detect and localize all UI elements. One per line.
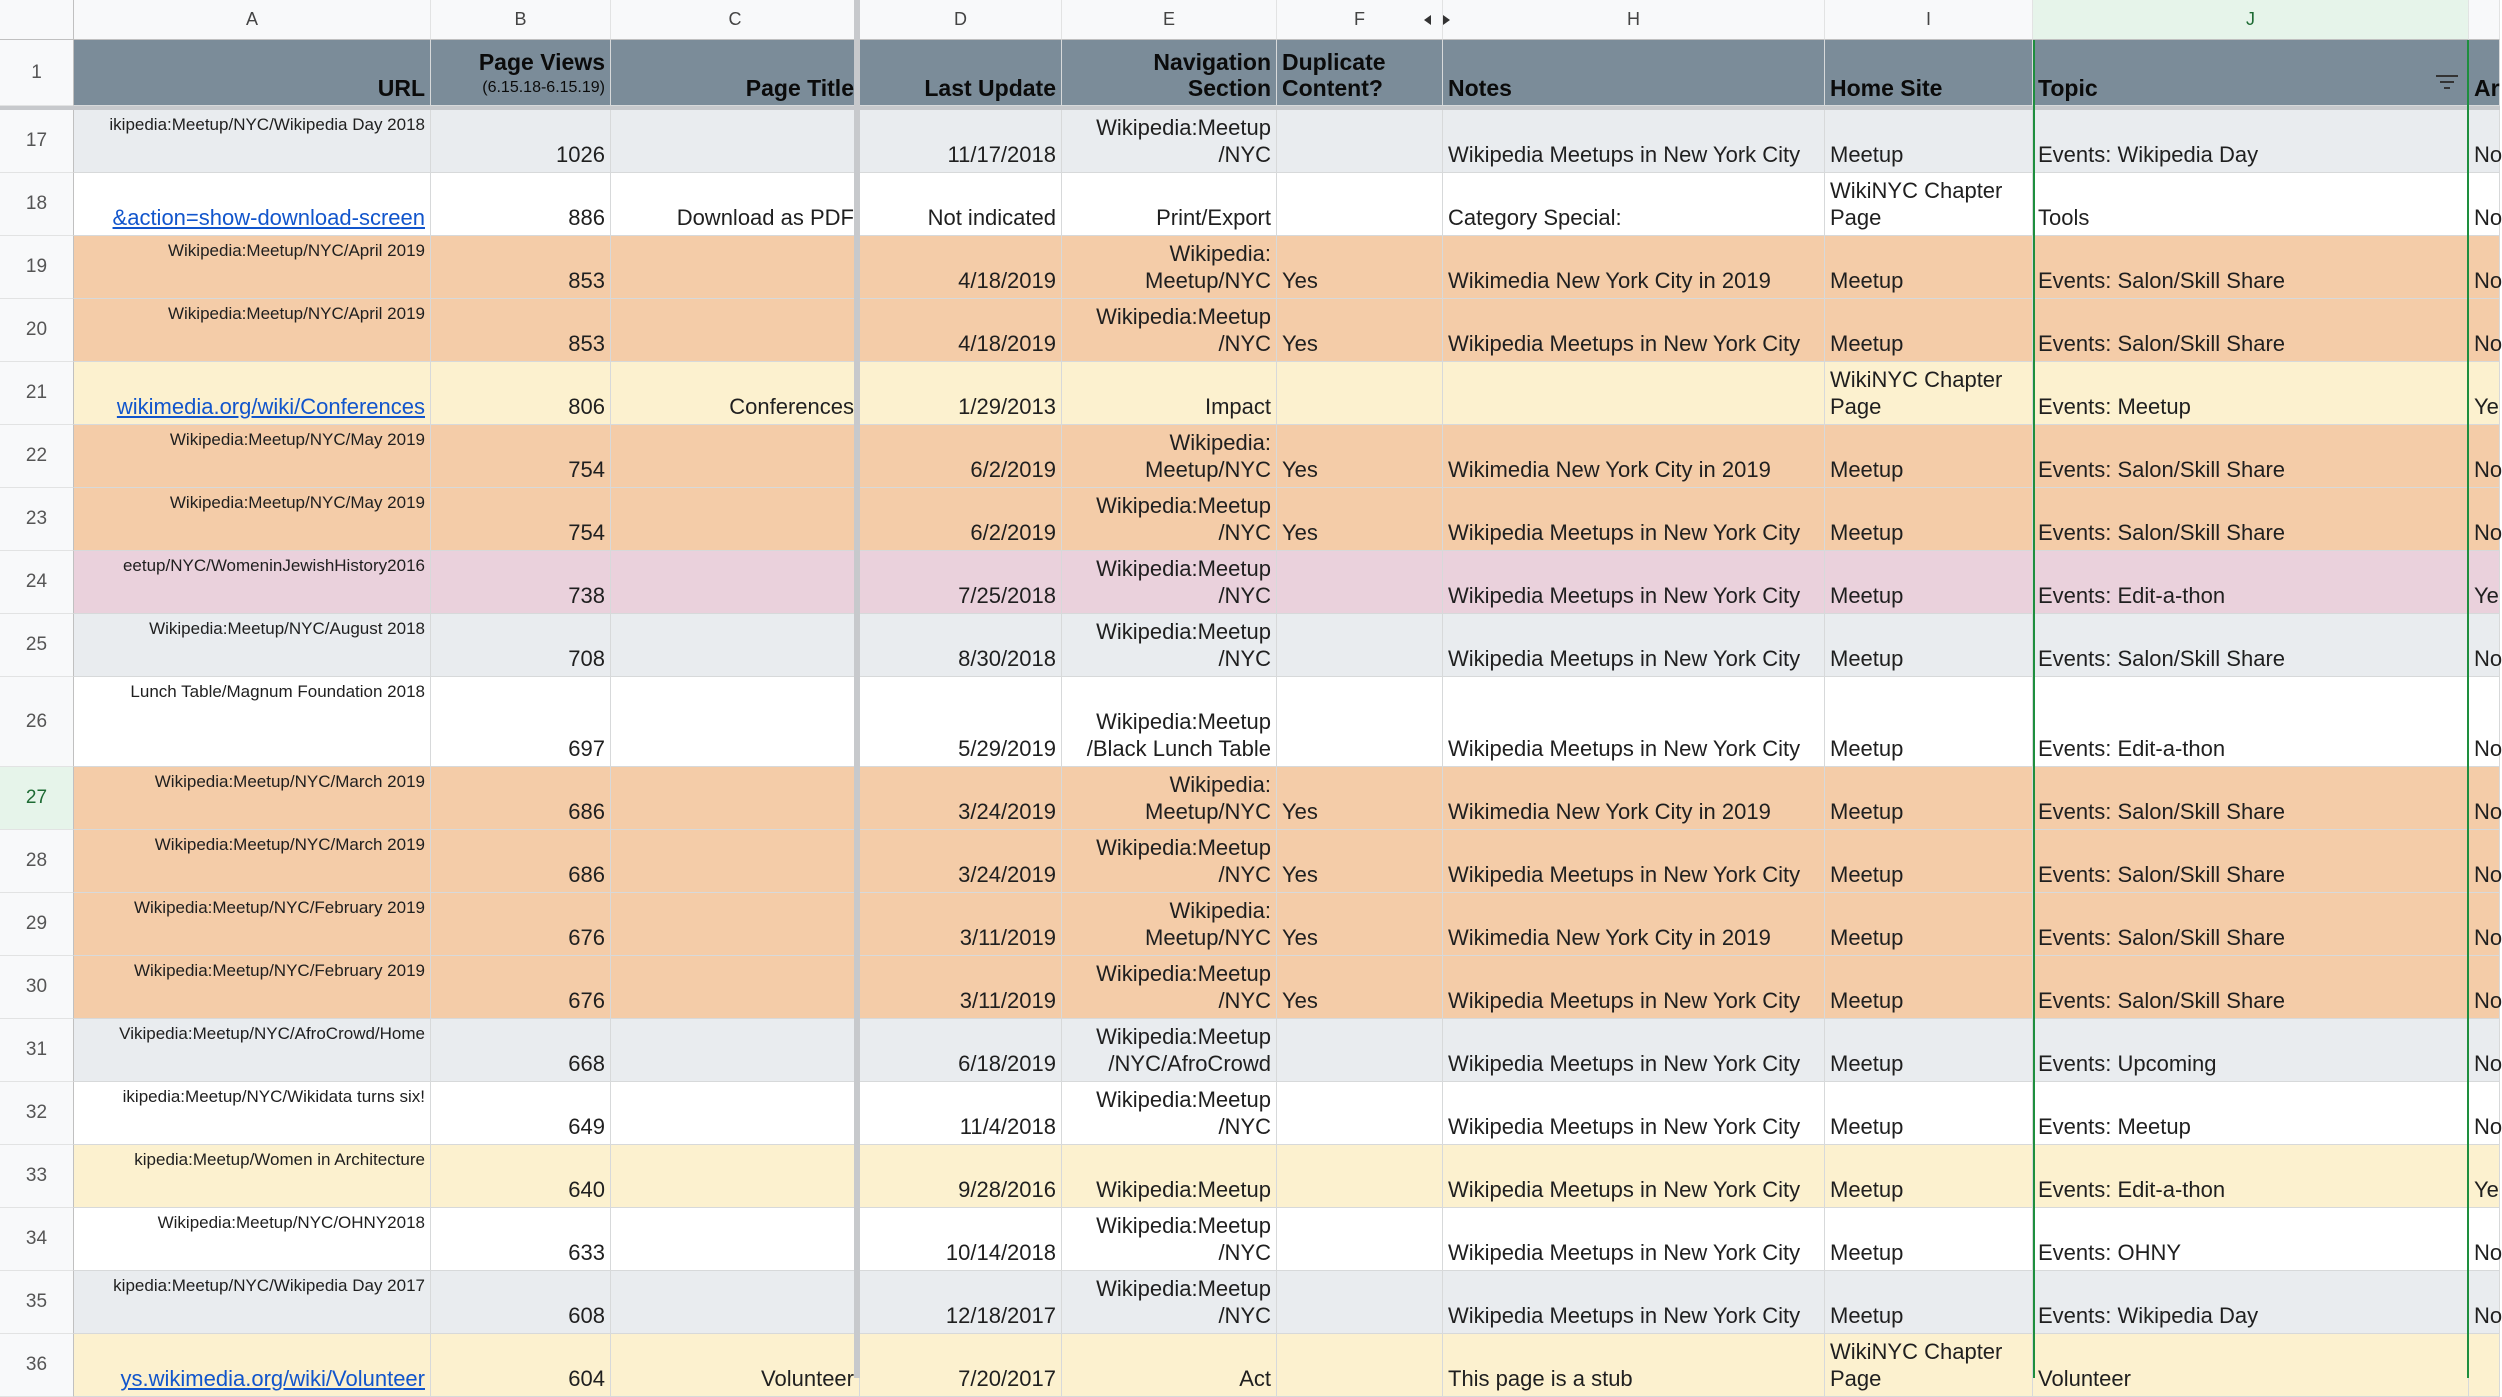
cell-updated[interactable]: 7/20/2017	[860, 1334, 1062, 1397]
cell-home[interactable]: Meetup	[1825, 677, 2033, 767]
cell-updated[interactable]: 3/24/2019	[860, 767, 1062, 830]
cell-topic[interactable]: Events: Salon/Skill Share	[2033, 425, 2469, 488]
cell-topic[interactable]: Events: Wikipedia Day	[2033, 1271, 2469, 1334]
cell-dup[interactable]	[1277, 1271, 1443, 1334]
cell-updated[interactable]: 10/14/2018	[860, 1208, 1062, 1271]
frozen-row-divider[interactable]	[0, 106, 2500, 110]
cell-updated[interactable]: 4/18/2019	[860, 299, 1062, 362]
cell-title[interactable]	[611, 830, 860, 893]
cell-topic[interactable]: Events: Salon/Skill Share	[2033, 893, 2469, 956]
cell-topic[interactable]: Tools	[2033, 173, 2469, 236]
row-header[interactable]: 32	[0, 1082, 74, 1145]
cell-dup[interactable]: Yes	[1277, 425, 1443, 488]
row-header[interactable]: 36	[0, 1334, 74, 1397]
cell-title[interactable]	[611, 1208, 860, 1271]
header-cell-page-views[interactable]	[431, 40, 611, 106]
header-page-views-range: (6.15.18-6.15.19)	[482, 79, 605, 96]
row-header[interactable]: 1	[0, 40, 74, 106]
cell-url[interactable]: ys.wikimedia.org/wiki/Volunteer	[74, 1334, 431, 1397]
cell-title[interactable]: Volunteer	[611, 1334, 860, 1397]
cell-title[interactable]: Conferences	[611, 362, 860, 425]
cell-notes[interactable]: Wikipedia Meetups in New York City	[1443, 830, 1825, 893]
cell-next[interactable]: No	[2469, 1208, 2500, 1271]
cell-views[interactable]: 640	[431, 1145, 611, 1208]
cell-notes[interactable]: Wikipedia Meetups in New York City	[1443, 1271, 1825, 1334]
row-header[interactable]: 21	[0, 362, 74, 425]
cell-next[interactable]: No	[2469, 425, 2500, 488]
cell-next[interactable]: No	[2469, 1271, 2500, 1334]
column-header-h[interactable]: H	[1443, 0, 1825, 40]
cell-updated[interactable]: 3/11/2019	[860, 956, 1062, 1019]
cell-dup[interactable]: Yes	[1277, 767, 1443, 830]
cell-nav[interactable]: Wikipedia:Meetup /NYC	[1062, 110, 1277, 173]
cell-next[interactable]: No	[2469, 893, 2500, 956]
cell-dup[interactable]: Yes	[1277, 956, 1443, 1019]
cell-nav[interactable]: Wikipedia:Meetup /NYC	[1062, 551, 1277, 614]
column-header-f[interactable]: F	[1277, 0, 1443, 40]
cell-updated[interactable]: 8/30/2018	[860, 614, 1062, 677]
header-cell-notes[interactable]: Notes	[1443, 40, 1825, 106]
column-header-b[interactable]: B	[431, 0, 611, 40]
cell-home[interactable]: Meetup	[1825, 1208, 2033, 1271]
cell-next[interactable]: No	[2469, 488, 2500, 551]
row-header[interactable]: 31	[0, 1019, 74, 1082]
cell-dup[interactable]	[1277, 110, 1443, 173]
cell-topic[interactable]: Events: OHNY	[2033, 1208, 2469, 1271]
cell-notes[interactable]: Wikipedia Meetups in New York City	[1443, 956, 1825, 1019]
cell-topic[interactable]: Events: Edit-a-thon	[2033, 677, 2469, 767]
column-header-e[interactable]: E	[1062, 0, 1277, 40]
cell-views[interactable]: 886	[431, 173, 611, 236]
cell-topic[interactable]: Events: Salon/Skill Share	[2033, 956, 2469, 1019]
cell-updated[interactable]: 6/2/2019	[860, 425, 1062, 488]
filter-icon[interactable]	[2436, 74, 2458, 90]
cell-url[interactable]: kipedia:Meetup/NYC/Wikipedia Day 2017	[74, 1271, 431, 1334]
cell-url[interactable]: Wikipedia:Meetup/NYC/February 2019	[74, 893, 431, 956]
cell-notes[interactable]	[1443, 362, 1825, 425]
cell-nav[interactable]: Wikipedia: Meetup/NYC	[1062, 767, 1277, 830]
cell-home[interactable]: Meetup	[1825, 110, 2033, 173]
cell-url[interactable]: Wikipedia:Meetup/NYC/March 2019	[74, 830, 431, 893]
cell-views[interactable]: 738	[431, 551, 611, 614]
cell-nav[interactable]: Wikipedia:Meetup /NYC	[1062, 956, 1277, 1019]
cell-title[interactable]	[611, 677, 860, 767]
cell-notes[interactable]: Wikipedia Meetups in New York City	[1443, 614, 1825, 677]
cell-home[interactable]: Meetup	[1825, 614, 2033, 677]
header-cell-last-update[interactable]: Last Update	[860, 40, 1062, 106]
cell-updated[interactable]: 9/28/2016	[860, 1145, 1062, 1208]
cell-dup[interactable]: Yes	[1277, 488, 1443, 551]
cell-next[interactable]: No	[2469, 677, 2500, 767]
cell-updated[interactable]: 5/29/2019	[860, 677, 1062, 767]
cell-title[interactable]	[611, 425, 860, 488]
row-header[interactable]: 17	[0, 110, 74, 173]
cell-notes[interactable]: Wikipedia Meetups in New York City	[1443, 1019, 1825, 1082]
cell-notes[interactable]: Wikipedia Meetups in New York City	[1443, 299, 1825, 362]
row-header[interactable]: 26	[0, 677, 74, 767]
cell-topic[interactable]: Events: Meetup	[2033, 362, 2469, 425]
cell-topic[interactable]: Events: Salon/Skill Share	[2033, 767, 2469, 830]
cell-nav[interactable]: Wikipedia:Meetup /Black Lunch Table	[1062, 677, 1277, 767]
cell-home[interactable]: Meetup	[1825, 425, 2033, 488]
cell-notes[interactable]: This page is a stub	[1443, 1334, 1825, 1397]
cell-updated[interactable]: 12/18/2017	[860, 1271, 1062, 1334]
cell-updated[interactable]: 7/25/2018	[860, 551, 1062, 614]
cell-notes[interactable]: Wikipedia Meetups in New York City	[1443, 1208, 1825, 1271]
column-header-i[interactable]: I	[1825, 0, 2033, 40]
cell-nav[interactable]: Wikipedia:Meetup /NYC	[1062, 299, 1277, 362]
cell-nav[interactable]: Wikipedia:Meetup /NYC	[1062, 1082, 1277, 1145]
column-header-d[interactable]: D	[860, 0, 1062, 40]
cell-topic[interactable]: Events: Edit-a-thon	[2033, 551, 2469, 614]
cell-dup[interactable]: Yes	[1277, 236, 1443, 299]
cell-topic[interactable]: Events: Salon/Skill Share	[2033, 614, 2469, 677]
cell-nav[interactable]: Wikipedia: Meetup/NYC	[1062, 893, 1277, 956]
cell-views[interactable]: 697	[431, 677, 611, 767]
cell-updated[interactable]: 11/17/2018	[860, 110, 1062, 173]
column-header-c[interactable]: C	[611, 0, 860, 40]
cell-url[interactable]: kipedia:Meetup/Women in Architecture	[74, 1145, 431, 1208]
cell-topic[interactable]: Events: Wikipedia Day	[2033, 110, 2469, 173]
cell-views[interactable]: 649	[431, 1082, 611, 1145]
cell-nav[interactable]: Print/Export	[1062, 173, 1277, 236]
row-header[interactable]: 29	[0, 893, 74, 956]
cell-next[interactable]: No	[2469, 236, 2500, 299]
cell-views[interactable]: 676	[431, 956, 611, 1019]
cell-next[interactable]: No	[2469, 299, 2500, 362]
cell-home[interactable]: Meetup	[1825, 1271, 2033, 1334]
cell-home[interactable]: Meetup	[1825, 893, 2033, 956]
cell-home[interactable]: WikiNYC Chapter Page	[1825, 362, 2033, 425]
cell-url[interactable]: ikipedia:Meetup/NYC/Wikipedia Day 2018	[74, 110, 431, 173]
cell-topic[interactable]: Events: Salon/Skill Share	[2033, 236, 2469, 299]
cell-next[interactable]: No	[2469, 767, 2500, 830]
cell-url[interactable]: ikipedia:Meetup/NYC/Wikidata turns six!	[74, 1082, 431, 1145]
cell-views[interactable]: 633	[431, 1208, 611, 1271]
cell-url[interactable]: Vikipedia:Meetup/NYC/AfroCrowd/Home	[74, 1019, 431, 1082]
cell-home[interactable]: WikiNYC Chapter Page	[1825, 173, 2033, 236]
cell-nav[interactable]: Wikipedia:Meetup /NYC	[1062, 614, 1277, 677]
cell-notes[interactable]: Category Special:	[1443, 173, 1825, 236]
column-header-partial[interactable]	[2469, 0, 2500, 40]
cell-topic[interactable]: Events: Edit-a-thon	[2033, 1145, 2469, 1208]
cell-url[interactable]: Wikipedia:Meetup/NYC/May 2019	[74, 425, 431, 488]
cell-dup[interactable]	[1277, 1019, 1443, 1082]
cell-updated[interactable]: 4/18/2019	[860, 236, 1062, 299]
cell-title[interactable]	[611, 299, 860, 362]
cell-next[interactable]: No	[2469, 173, 2500, 236]
row-header[interactable]: 20	[0, 299, 74, 362]
cell-notes[interactable]: Wikimedia New York City in 2019	[1443, 767, 1825, 830]
cell-updated[interactable]: 3/24/2019	[860, 830, 1062, 893]
cell-title[interactable]	[611, 551, 860, 614]
cell-views[interactable]: 708	[431, 614, 611, 677]
cell-nav[interactable]: Impact	[1062, 362, 1277, 425]
cell-url[interactable]: Lunch Table/Magnum Foundation 2018	[74, 677, 431, 767]
cell-next[interactable]: Ye	[2469, 551, 2500, 614]
cell-views[interactable]: 676	[431, 893, 611, 956]
cell-url[interactable]: Wikipedia:Meetup/NYC/April 2019	[74, 236, 431, 299]
frozen-column-divider[interactable]	[854, 0, 860, 1378]
cell-views[interactable]: 604	[431, 1334, 611, 1397]
cell-dup[interactable]: Yes	[1277, 830, 1443, 893]
cell-title[interactable]	[611, 110, 860, 173]
cell-title[interactable]	[611, 488, 860, 551]
header-cell-home-site[interactable]: Home Site	[1825, 40, 2033, 106]
row-header[interactable]: 25	[0, 614, 74, 677]
cell-updated[interactable]: 6/2/2019	[860, 488, 1062, 551]
column-header-j[interactable]: J	[2033, 0, 2469, 40]
cell-views[interactable]: 754	[431, 425, 611, 488]
cell-url[interactable]: wikimedia.org/wiki/Conferences	[74, 362, 431, 425]
cell-nav[interactable]: Wikipedia: Meetup/NYC	[1062, 425, 1277, 488]
cell-next[interactable]: Ye	[2469, 1145, 2500, 1208]
cell-topic[interactable]: Events: Salon/Skill Share	[2033, 299, 2469, 362]
cell-nav[interactable]: Wikipedia:Meetup	[1062, 1145, 1277, 1208]
cell-home[interactable]: Meetup	[1825, 551, 2033, 614]
row-header[interactable]: 24	[0, 551, 74, 614]
row-header[interactable]: 18	[0, 173, 74, 236]
cell-nav[interactable]: Act	[1062, 1334, 1277, 1397]
cell-title[interactable]	[611, 956, 860, 1019]
cell-home[interactable]: Meetup	[1825, 830, 2033, 893]
cell-views[interactable]: 668	[431, 1019, 611, 1082]
cell-nav[interactable]: Wikipedia:Meetup /NYC	[1062, 1208, 1277, 1271]
cell-updated[interactable]: Not indicated	[860, 173, 1062, 236]
cell-topic[interactable]: Events: Meetup	[2033, 1082, 2469, 1145]
cell-home[interactable]: Meetup	[1825, 1082, 2033, 1145]
cell-url[interactable]: Wikipedia:Meetup/NYC/August 2018	[74, 614, 431, 677]
cell-updated[interactable]: 6/18/2019	[860, 1019, 1062, 1082]
column-header-a[interactable]: A	[74, 0, 431, 40]
header-cell-topic[interactable]: Topic	[2033, 40, 2469, 106]
cell-nav[interactable]: Wikipedia:Meetup /NYC	[1062, 830, 1277, 893]
cell-home[interactable]: Meetup	[1825, 1019, 2033, 1082]
cell-url[interactable]: Wikipedia:Meetup/NYC/May 2019	[74, 488, 431, 551]
row-header[interactable]: 28	[0, 830, 74, 893]
cell-dup[interactable]	[1277, 1334, 1443, 1397]
cell-home[interactable]: Meetup	[1825, 299, 2033, 362]
cell-url[interactable]: Wikipedia:Meetup/NYC/April 2019	[74, 299, 431, 362]
cell-notes[interactable]: Wikipedia Meetups in New York City	[1443, 551, 1825, 614]
cell-home[interactable]: Meetup	[1825, 956, 2033, 1019]
cell-updated[interactable]: 3/11/2019	[860, 893, 1062, 956]
cell-notes[interactable]: Wikimedia New York City in 2019	[1443, 893, 1825, 956]
cell-notes[interactable]: Wikimedia New York City in 2019	[1443, 425, 1825, 488]
row-header[interactable]: 27	[0, 767, 74, 830]
cell-notes[interactable]: Wikipedia Meetups in New York City	[1443, 110, 1825, 173]
cell-notes[interactable]: Wikimedia New York City in 2019	[1443, 236, 1825, 299]
header-cell-next-partial[interactable]: Ar	[2469, 40, 2500, 106]
cell-nav[interactable]: Wikipedia:Meetup /NYC	[1062, 488, 1277, 551]
cell-views[interactable]: 853	[431, 299, 611, 362]
cell-next[interactable]: No	[2469, 830, 2500, 893]
cell-updated[interactable]: 11/4/2018	[860, 1082, 1062, 1145]
cell-title[interactable]: Download as PDF	[611, 173, 860, 236]
cell-topic[interactable]: Events: Salon/Skill Share	[2033, 830, 2469, 893]
cell-url[interactable]: Wikipedia:Meetup/NYC/February 2019	[74, 956, 431, 1019]
cell-title[interactable]	[611, 893, 860, 956]
cell-notes[interactable]: Wikipedia Meetups in New York City	[1443, 1082, 1825, 1145]
cell-dup[interactable]	[1277, 362, 1443, 425]
cell-next[interactable]: No	[2469, 110, 2500, 173]
cell-topic[interactable]: Events: Upcoming	[2033, 1019, 2469, 1082]
cell-next[interactable]: No	[2469, 614, 2500, 677]
cell-views[interactable]: 608	[431, 1271, 611, 1334]
cell-nav[interactable]: Wikipedia:Meetup /NYC	[1062, 1271, 1277, 1334]
cell-dup[interactable]	[1277, 1208, 1443, 1271]
cell-home[interactable]: Meetup	[1825, 236, 2033, 299]
cell-title[interactable]	[611, 236, 860, 299]
cell-topic[interactable]: Volunteer	[2033, 1334, 2469, 1397]
cell-title[interactable]	[611, 1145, 860, 1208]
row-header[interactable]: 22	[0, 425, 74, 488]
cell-dup[interactable]	[1277, 614, 1443, 677]
cell-next[interactable]: No	[2469, 1019, 2500, 1082]
cell-views[interactable]: 754	[431, 488, 611, 551]
cell-title[interactable]	[611, 614, 860, 677]
cell-url[interactable]: Wikipedia:Meetup/NYC/March 2019	[74, 767, 431, 830]
cell-views[interactable]: 853	[431, 236, 611, 299]
cell-home[interactable]: Meetup	[1825, 488, 2033, 551]
column-expand-arrows-icon[interactable]	[1422, 10, 1452, 30]
cell-home[interactable]: WikiNYC Chapter Page	[1825, 1334, 2033, 1397]
row-header[interactable]: 30	[0, 956, 74, 1019]
cell-next[interactable]: No	[2469, 1082, 2500, 1145]
cell-dup[interactable]	[1277, 1082, 1443, 1145]
cell-topic[interactable]: Events: Salon/Skill Share	[2033, 488, 2469, 551]
cell-notes[interactable]: Wikipedia Meetups in New York City	[1443, 1145, 1825, 1208]
cell-title[interactable]	[611, 1082, 860, 1145]
cell-title[interactable]	[611, 1271, 860, 1334]
header-page-views-label: Page Views	[478, 49, 605, 75]
cell-dup[interactable]	[1277, 551, 1443, 614]
row-header[interactable]: 19	[0, 236, 74, 299]
cell-title[interactable]	[611, 1019, 860, 1082]
cell-views[interactable]: 686	[431, 767, 611, 830]
cell-title[interactable]	[611, 767, 860, 830]
cell-home[interactable]: Meetup	[1825, 1145, 2033, 1208]
header-cell-navigation-section[interactable]: Navigation Section	[1062, 40, 1277, 106]
cell-nav[interactable]: Wikipedia: Meetup/NYC	[1062, 236, 1277, 299]
cell-url[interactable]: Wikipedia:Meetup/NYC/OHNY2018	[74, 1208, 431, 1271]
header-cell-duplicate-content[interactable]: Duplicate Content?	[1277, 40, 1443, 106]
row-header[interactable]: 35	[0, 1271, 74, 1334]
cell-next[interactable]: Ye	[2469, 362, 2500, 425]
header-cell-page-title[interactable]: Page Title	[611, 40, 860, 106]
cell-updated[interactable]: 1/29/2013	[860, 362, 1062, 425]
cell-dup[interactable]	[1277, 677, 1443, 767]
header-cell-url[interactable]: URL	[74, 40, 431, 106]
row-header[interactable]: 34	[0, 1208, 74, 1271]
cell-views[interactable]: 1026	[431, 110, 611, 173]
cell-dup[interactable]	[1277, 1145, 1443, 1208]
cell-notes[interactable]: Wikipedia Meetups in New York City	[1443, 488, 1825, 551]
cell-dup[interactable]	[1277, 173, 1443, 236]
row-header[interactable]: 23	[0, 488, 74, 551]
cell-next[interactable]	[2469, 1334, 2500, 1397]
cell-dup[interactable]: Yes	[1277, 299, 1443, 362]
select-all-corner[interactable]	[0, 0, 74, 40]
row-header[interactable]: 33	[0, 1145, 74, 1208]
cell-views[interactable]: 686	[431, 830, 611, 893]
cell-home[interactable]: Meetup	[1825, 767, 2033, 830]
cell-next[interactable]: No	[2469, 956, 2500, 1019]
cell-views[interactable]: 806	[431, 362, 611, 425]
cell-url[interactable]: &action=show-download-screen	[74, 173, 431, 236]
cell-dup[interactable]: Yes	[1277, 893, 1443, 956]
cell-url[interactable]: eetup/NYC/WomeninJewishHistory2016	[74, 551, 431, 614]
cell-nav[interactable]: Wikipedia:Meetup /NYC/AfroCrowd	[1062, 1019, 1277, 1082]
cell-notes[interactable]: Wikipedia Meetups in New York City	[1443, 677, 1825, 767]
